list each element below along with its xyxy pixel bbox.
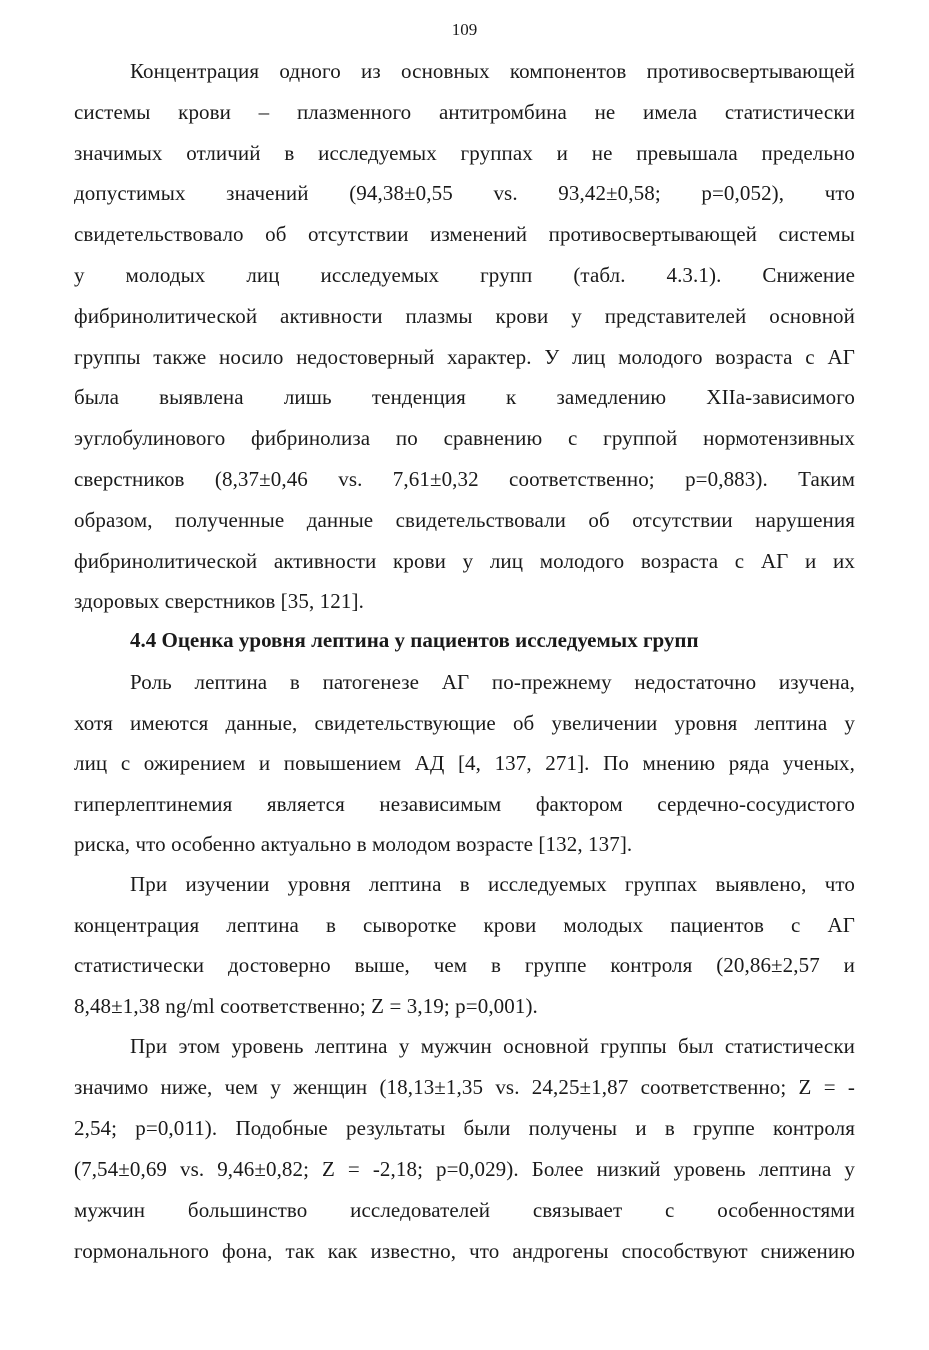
paragraph-leptin-concentration bbox=[74, 864, 855, 1027]
paragraph-antithrombin-fibrinolysis bbox=[74, 51, 855, 622]
paragraph-line: группы также носило недостоверный характер. У лиц молодого возраста с АГ bbox=[74, 344, 855, 369]
paragraph-line: мужчин большинство исследователей связывает с особенностями bbox=[74, 1197, 855, 1222]
paragraph-line: фибринолитической активности крови у лиц молодого возраста с АГ и их bbox=[74, 548, 855, 573]
paragraph-line: системы крови – плазменного антитромбина не имела статистически bbox=[74, 99, 855, 124]
paragraph-line: значимых отличий в исследуемых группах и не превышала предельно bbox=[74, 140, 855, 165]
paragraph-line: хотя имеются данные, свидетельствующие об увеличении уровня лептина у bbox=[74, 710, 855, 735]
paragraph-line: эуглобулинового фибринолиза по сравнению с группой нормотензивных bbox=[74, 426, 855, 451]
paragraph-line: образом, полученные данные свидетельствовали об отсутствии нарушения bbox=[74, 507, 855, 532]
paragraph-line: При этом уровень лептина у мужчин основной группы был статистически bbox=[130, 1034, 855, 1058]
paragraph-line: значимо ниже, чем у женщин (18,13±1,35 vs. 24,25±1,87 соответственно; Z = - bbox=[74, 1074, 855, 1099]
paragraph-line: гормонального фона, так как известно, что андрогены способствуют снижению bbox=[74, 1238, 855, 1263]
paragraph-line: риска, что особенно актуально в молодом возрасте [132, 137]. bbox=[74, 832, 633, 857]
paragraph-line: статистически достоверно выше, чем в группе контроля (20,86±2,57 и bbox=[74, 953, 855, 978]
paragraph-line: 2,54; p=0,011). Подобные результаты были получены и в группе контроля bbox=[74, 1115, 855, 1140]
paragraph-line: гиперлептинемия является независимым фактором сердечно-сосудистого bbox=[74, 791, 855, 816]
paragraph-line: здоровых сверстников [35, 121]. bbox=[74, 589, 364, 614]
paragraph-line: у молодых лиц исследуемых групп (табл. 4.3.1). Снижение bbox=[74, 262, 855, 287]
paragraph-line: Роль лептина в патогенезе АГ по-прежнему недостаточно изучена, bbox=[130, 670, 855, 694]
paragraph-line: была выявлена лишь тенденция к замедлению XIIa-зависимого bbox=[74, 385, 855, 410]
paragraph-line: Концентрация одного из основных компонентов противосвертывающей bbox=[130, 59, 855, 83]
paragraph-line: 8,48±1,38 ng/ml соответственно; Z = 3,19; p=0,001). bbox=[74, 994, 538, 1019]
paragraph-line: фибринолитической активности плазмы крови у представителей основной bbox=[74, 303, 855, 328]
paragraph-line: лиц с ожирением и повышением АД [4, 137, 271]. По мнению ряда ученых, bbox=[74, 751, 855, 776]
section-heading: 4.4 Оценка уровня лептина у пациентов исследуемых групп bbox=[130, 628, 699, 652]
paragraph-line: (7,54±0,69 vs. 9,46±0,82; Z = -2,18; p=0,029). Более низкий уровень лептина у bbox=[74, 1156, 855, 1181]
paragraph-leptin-role bbox=[74, 662, 855, 865]
paragraph-line: При изучении уровня лептина в исследуемых группах выявлено, что bbox=[130, 872, 855, 896]
paragraph-line: допустимых значений (94,38±0,55 vs. 93,42±0,58; p=0,052), что bbox=[74, 181, 855, 206]
paragraph-line: свидетельствовало об отсутствии изменений противосвертывающей системы bbox=[74, 222, 855, 247]
paragraph-line: концентрация лептина в сыворотке крови молодых пациентов с АГ bbox=[74, 912, 855, 937]
page-number: 109 bbox=[451, 20, 478, 39]
paragraph-line: сверстников (8,37±0,46 vs. 7,61±0,32 соответственно; p=0,883). Таким bbox=[74, 466, 855, 491]
paragraph-leptin-sex-differences bbox=[74, 1026, 855, 1271]
